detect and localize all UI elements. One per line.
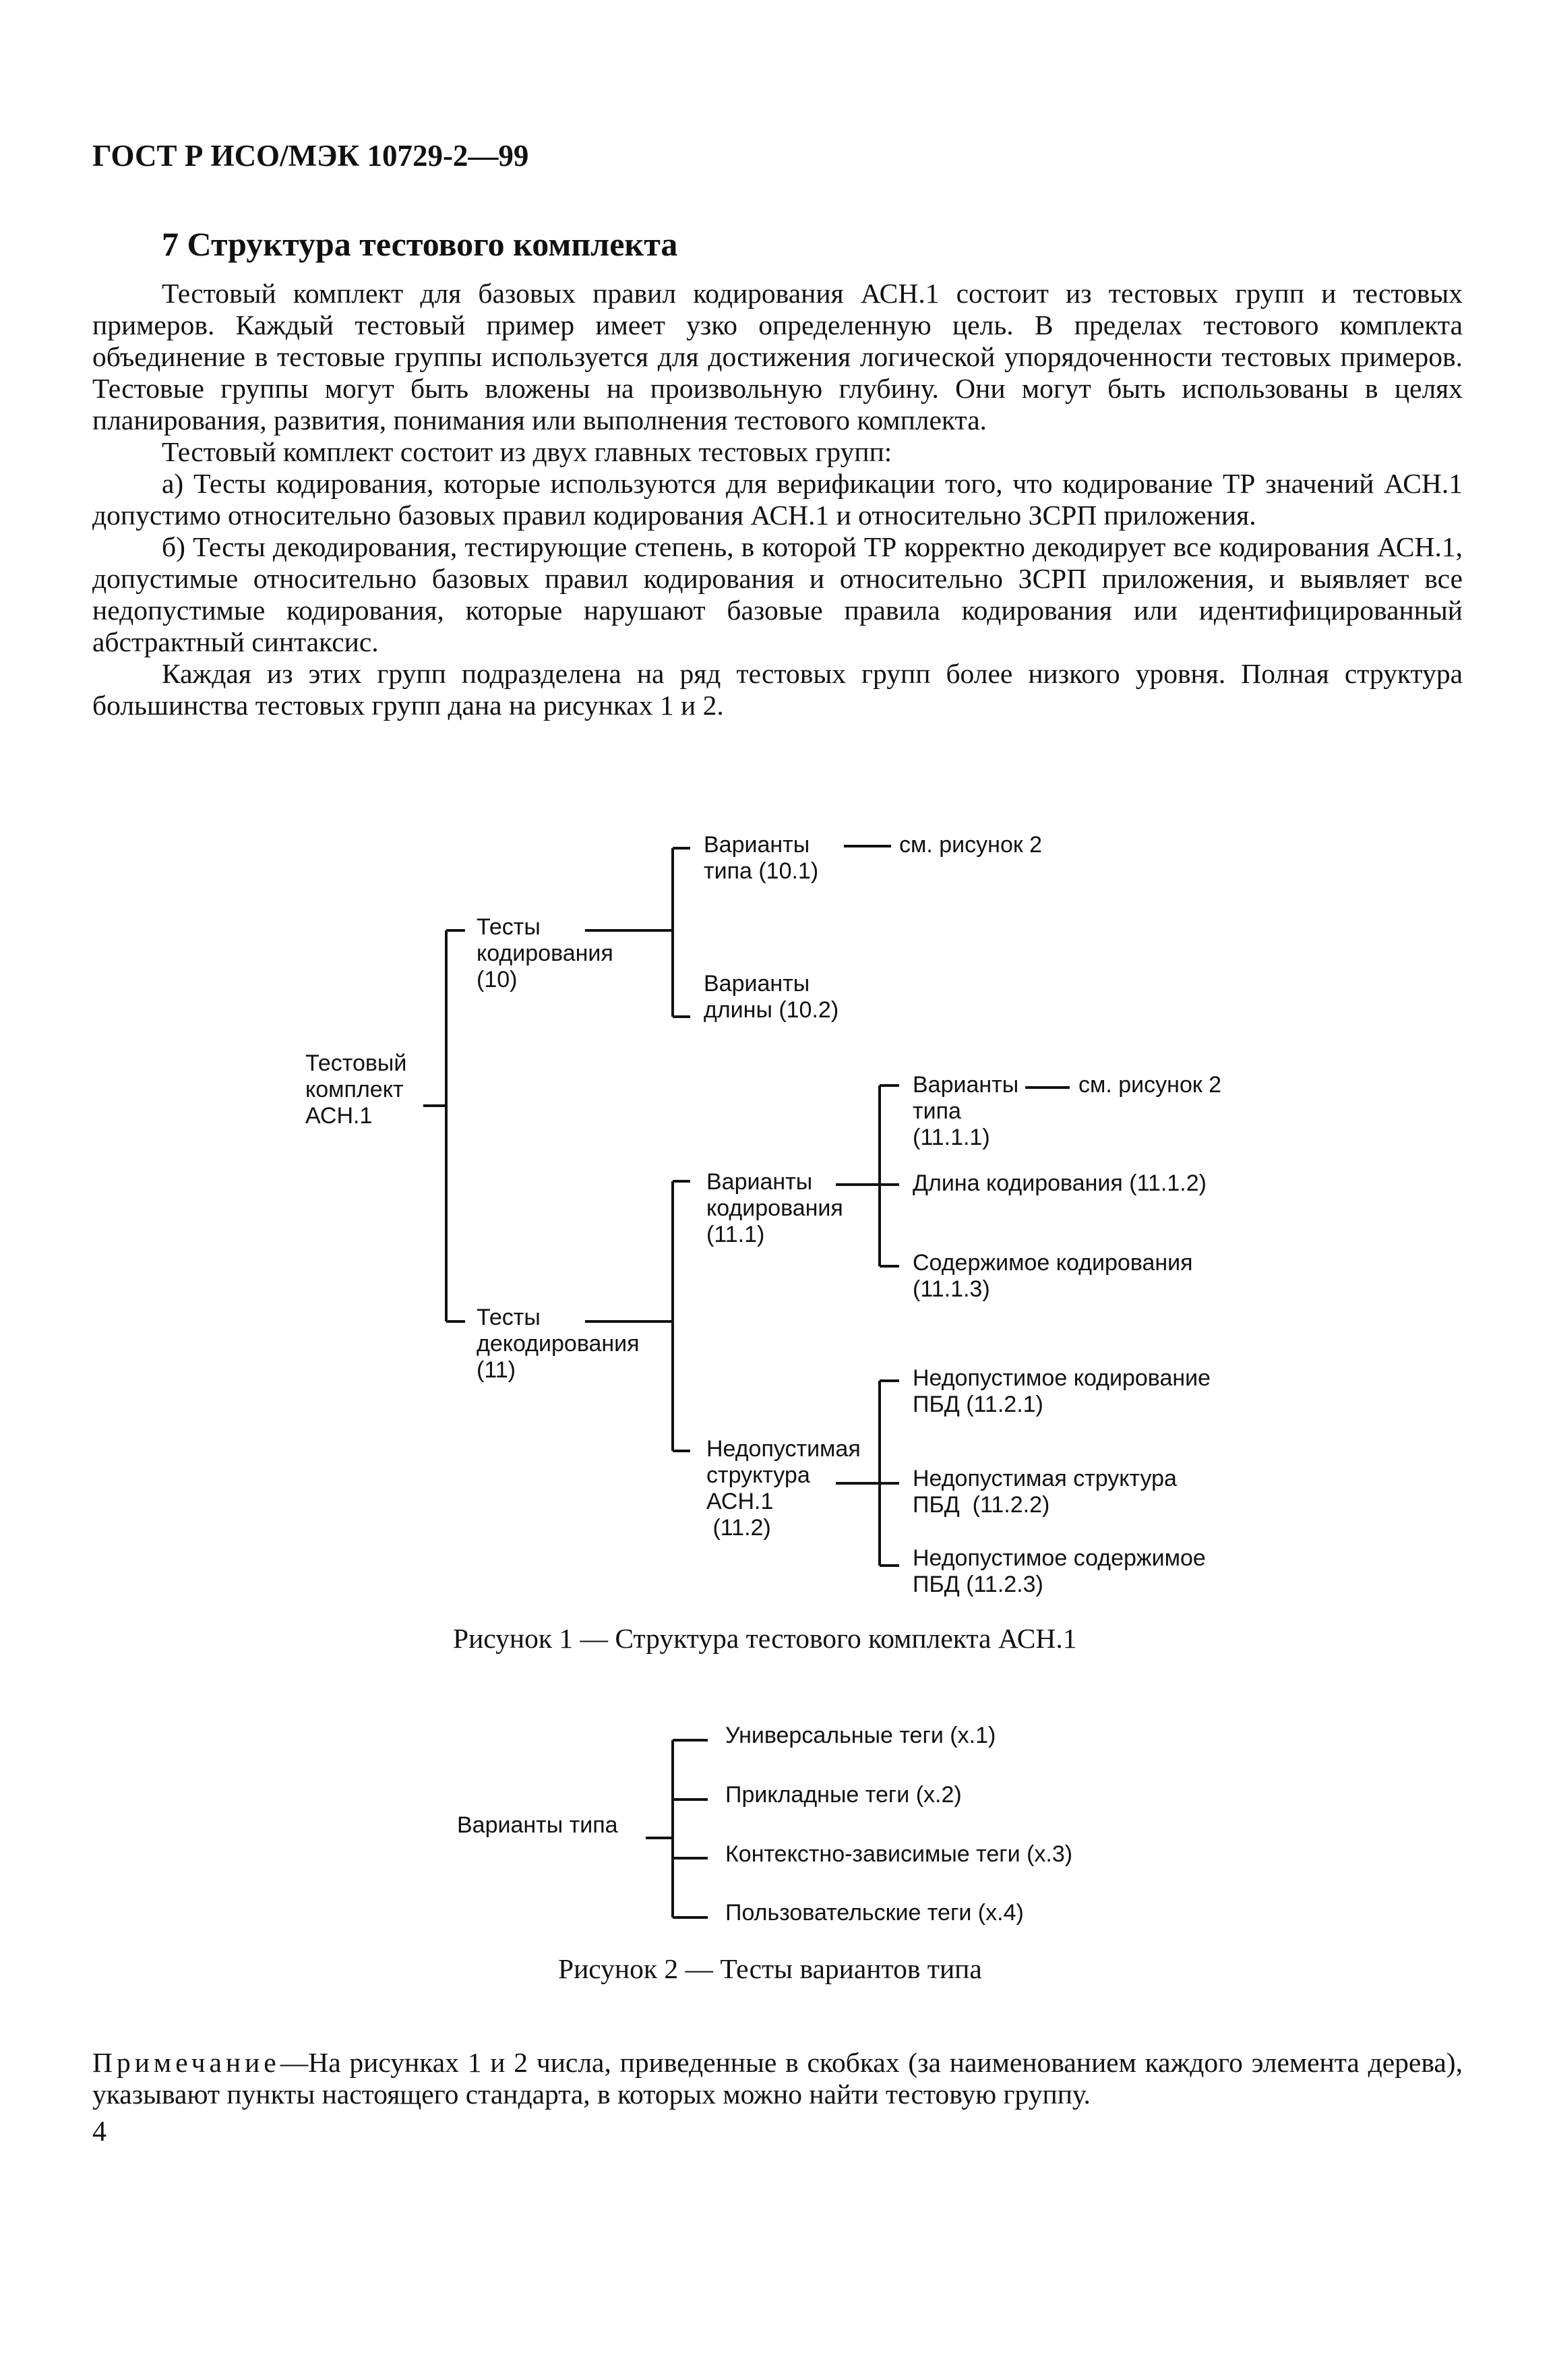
tree-node-root: Тестовый комплект АСН.1 — [305, 1050, 407, 1129]
tree-node-encoding-tests: Тесты кодирования (10) — [477, 914, 613, 992]
fig2-universal-tags: Универсальные теги (х.1) — [725, 1723, 996, 1748]
figure-1-caption: Рисунок 1 — Структура тестового комплекта АСН.1 — [453, 1623, 1077, 1654]
page-number: 4 — [92, 2116, 106, 2147]
tree-node-encoding-variants: Варианты кодирования (11.1) — [706, 1169, 843, 1247]
fig2-root: Варианты типа — [457, 1812, 618, 1838]
paragraph-3: Каждая из этих групп подразделена на ряд тестовых групп более низкого уровня. Полная структура большинства тестовых групп дана на рисунках 1 и 2. — [92, 658, 1463, 721]
see-figure-2-link: см. рисунок 2 — [899, 832, 1043, 858]
list-item-a: а) Тесты кодирования, которые используются для верификации того, что кодирование ТР значений АСН.1 допустимо относительно базовых правил кодирования АСН.1 и относительно ЗСРП приложения. — [92, 468, 1463, 531]
section-title: 7 Структура тестового комплекта — [162, 225, 678, 263]
fig2-applied-tags: Прикладные теги (х.2) — [725, 1782, 962, 1808]
list-item-b: б) Тесты декодирования, тестирующие степень, в которой ТР корректно декодирует все кодирования АСН.1, допустимые относительно базовых правил кодирования и относительно ЗСРП приложения, и выявляет все недопустимые кодирования, которые нарушают базовые правила кодирования или идентифицированный абстрактный синтаксис. — [92, 531, 1463, 657]
see-figure-2-link-2: см. рисунок 2 — [1078, 1072, 1222, 1098]
standard-header: ГОСТ Р ИСО/МЭК 10729-2—99 — [92, 139, 529, 173]
tree-node-encoding-length: Длина кодирования (11.1.2) — [913, 1170, 1207, 1196]
fig2-user-tags: Пользовательские теги (х.4) — [725, 1900, 1024, 1926]
figure-2-caption: Рисунок 2 — Тесты вариантов типа — [558, 1953, 982, 1984]
fig2-context-tags: Контекстно-зависимые теги (х.3) — [725, 1841, 1073, 1867]
tree-node-type-variants-2: Варианты типа (11.1.1) — [913, 1072, 1019, 1150]
paragraph-2: Тестовый комплект состоит из двух главных тестовых групп: — [162, 436, 892, 467]
note — [92, 2047, 1463, 2110]
tree-node-invalid-structure-pbd: Недопустимая структура ПБД (11.2.2) — [913, 1466, 1177, 1518]
paragraph-1: Тестовый комплект для базовых правил кодирования АСН.1 состоит из тестовых групп и тестовых примеров. Каждый тестовый пример имеет узко определенную цель. В пределах тестового комплекта объединение в тестовые группы используется для достижения логической упорядоченности тестовых примеров. Тестовые группы могут быть вложены на произвольную глубину. Они могут быть использованы в целях планирования, развития, понимания или выполнения тестового комплекта. — [92, 278, 1463, 436]
tree-node-invalid-content-pbd: Недопустимое содержимое ПБД (11.2.3) — [913, 1545, 1206, 1597]
tree-node-invalid-encoding-pbd: Недопустимое кодирование ПБД (11.2.1) — [913, 1365, 1211, 1417]
note-text: —На рисунках 1 и 2 числа, приведенные в скобках (за наименованием каждого элемента дерева), указывают пункты настоящего стандарта, в которых можно найти тестовую группу. — [92, 2047, 1463, 2110]
note-label: Примечание — [92, 2047, 280, 2078]
tree-node-type-variants: Варианты типа (10.1) — [704, 832, 819, 884]
tree-node-invalid-structure: Недопустимая структура АСН.1 (11.2) — [706, 1436, 861, 1541]
tree-node-decoding-tests: Тесты декодирования (11) — [477, 1305, 640, 1383]
tree-node-length-variants: Варианты длины (10.2) — [704, 971, 839, 1023]
tree-node-encoding-content: Содержимое кодирования (11.1.3) — [913, 1250, 1193, 1302]
